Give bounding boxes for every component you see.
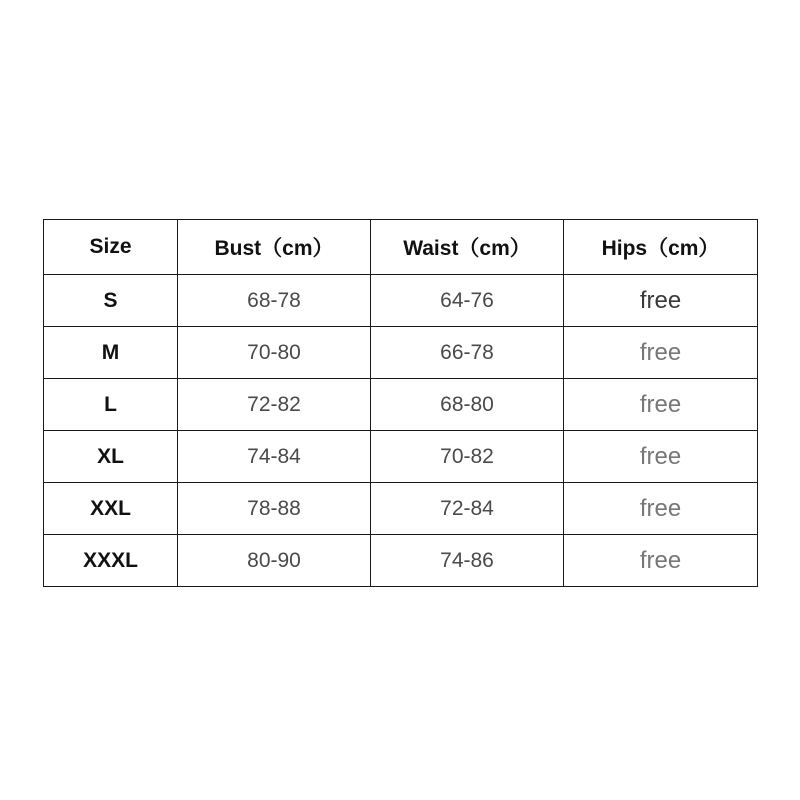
size-cell: L	[44, 379, 178, 431]
size-cell: XXL	[44, 483, 178, 535]
hips-cell: free	[564, 535, 758, 587]
header-size: Size	[44, 220, 178, 275]
header-bust: Bust（cm）	[178, 220, 371, 275]
size-cell: S	[44, 275, 178, 327]
table-header-row	[44, 220, 758, 275]
bust-cell: 70-80	[178, 327, 371, 379]
header-hips: Hips（cm）	[564, 220, 758, 275]
table-row	[44, 535, 758, 587]
waist-cell: 72-84	[371, 483, 564, 535]
table-row	[44, 379, 758, 431]
size-cell: XXXL	[44, 535, 178, 587]
bust-cell: 72-82	[178, 379, 371, 431]
hips-cell: free	[564, 275, 758, 327]
bust-cell: 74-84	[178, 431, 371, 483]
hips-cell: free	[564, 379, 758, 431]
size-chart-table	[43, 219, 758, 587]
bust-cell: 68-78	[178, 275, 371, 327]
size-cell: XL	[44, 431, 178, 483]
waist-cell: 74-86	[371, 535, 564, 587]
bust-cell: 80-90	[178, 535, 371, 587]
waist-cell: 70-82	[371, 431, 564, 483]
bust-cell: 78-88	[178, 483, 371, 535]
size-cell: M	[44, 327, 178, 379]
waist-cell: 64-76	[371, 275, 564, 327]
table-row	[44, 483, 758, 535]
hips-cell: free	[564, 431, 758, 483]
table-row	[44, 431, 758, 483]
waist-cell: 68-80	[371, 379, 564, 431]
table-row	[44, 275, 758, 327]
hips-cell: free	[564, 483, 758, 535]
table-row	[44, 327, 758, 379]
hips-cell: free	[564, 327, 758, 379]
header-waist: Waist（cm）	[371, 220, 564, 275]
waist-cell: 66-78	[371, 327, 564, 379]
